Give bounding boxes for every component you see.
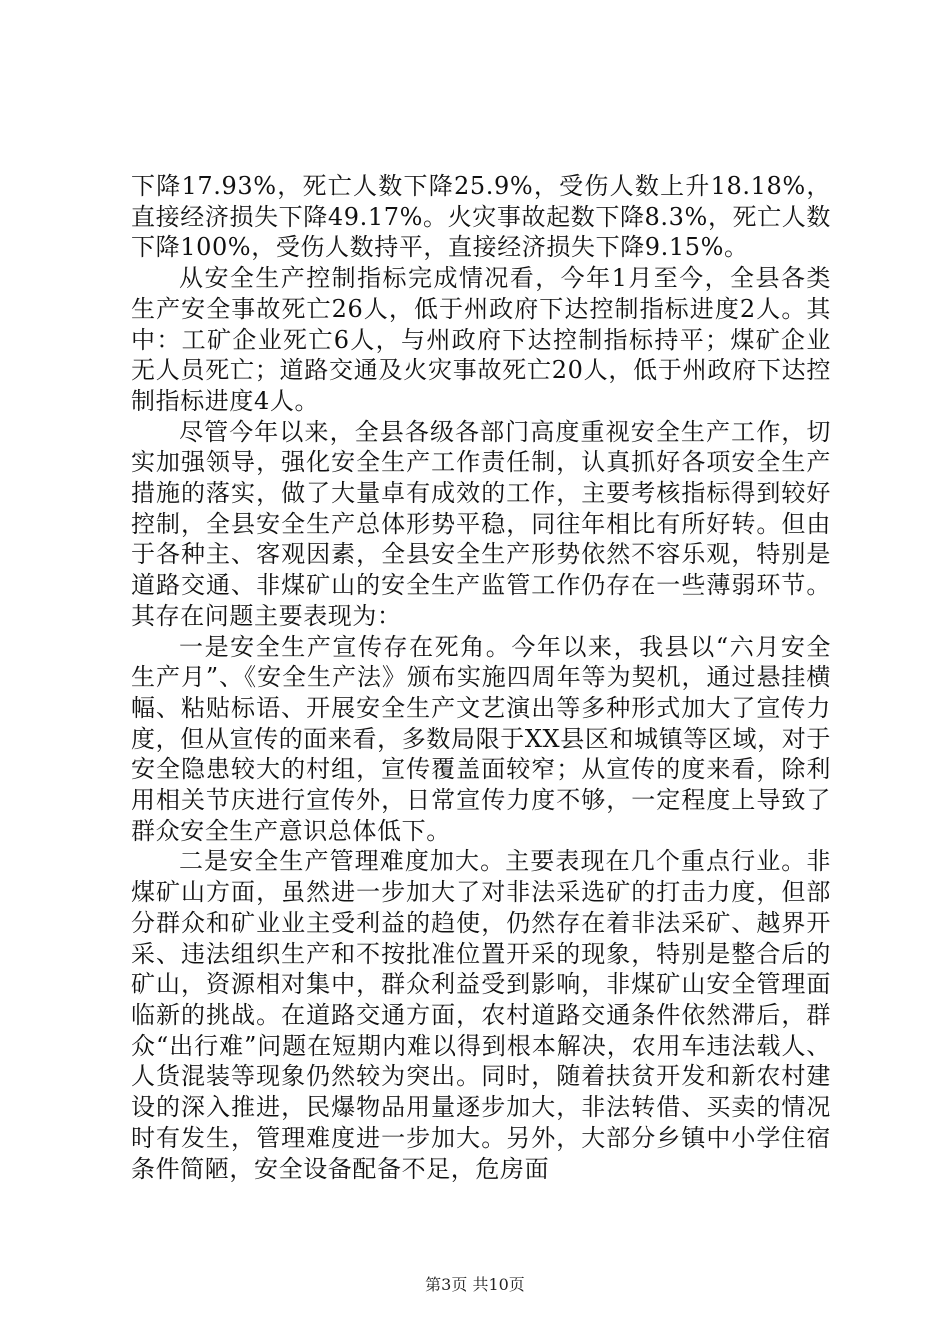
- paragraph-2: 从安全生产控制指标完成情况看，今年1月至今，全县各类生产安全事故死亡26人，低于州政府下达控制指标进度2人。其中：工矿企业死亡6人，与州政府下达控制指标持平；煤矿企业无人员死亡；道路交通及火灾事故死亡20人，低于州政府下达控制指标进度4人。: [131, 264, 831, 415]
- paragraph-3: 尽管今年以来，全县各级各部门高度重视安全生产工作，切实加强领导，强化安全生产工作责任制，认真抓好各项安全生产措施的落实，做了大量卓有成效的工作，主要考核指标得到较好控制，全县安全生产总体形势平稳，同往年相比有所好转。但由于各种主、客观因素，全县安全生产形势依然不容乐观，特别是道路交通、非煤矿山的安全生产监管工作仍存在一些薄弱环节。其存在问题主要表现为：: [131, 417, 831, 630]
- paragraph-5: 二是安全生产管理难度加大。主要表现在几个重点行业。非煤矿山方面，虽然进一步加大了对非法采选矿的打击力度，但部分群众和矿业业主受利益的趋使，仍然存在着非法采矿、越界开采、违法组织生产和不按批准位置开采的现象，特别是整合后的矿山，资源相对集中，群众利益受到影响，非煤矿山安全管理面临新的挑战。在道路交通方面，农村道路交通条件依然滞后，群众“出行难”问题在短期内难以得到根本解决，农用车违法载人、人货混装等现象仍然较为突出。同时，随着扶贫开发和新农村建设的深入推进，民爆物品用量逐步加大，非法转借、买卖的情况时有发生，管理难度进一步加大。另外，大部分乡镇中小学住宿条件简陋，安全设备配备不足，危房面: [131, 847, 831, 1183]
- page-footer: 第3页 共10页: [425, 1275, 525, 1294]
- paragraph-1: 下降17.93%，死亡人数下降25.9%，受伤人数上升18.18%，直接经济损失下降49.17%。火灾事故起数下降8.3%，死亡人数下降100%，受伤人数持平，直接经济损失下降9.15%。: [131, 172, 831, 262]
- document-body: [131, 171, 831, 1184]
- paragraph-4: 一是安全生产宣传存在死角。今年以来，我县以“六月安全生产月”、《安全生产法》颁布实施四周年等为契机，通过悬挂横幅、粘贴标语、开展安全生产文艺演出等多种形式加大了宣传力度，但从宣传的面来看，多数局限于XX县区和城镇等区域，对于安全隐患较大的村组，宣传覆盖面较窄；从宣传的度来看，除利用相关节庆进行宣传外，日常宣传力度不够，一定程度上导致了群众安全生产意识总体低下。: [131, 632, 831, 845]
